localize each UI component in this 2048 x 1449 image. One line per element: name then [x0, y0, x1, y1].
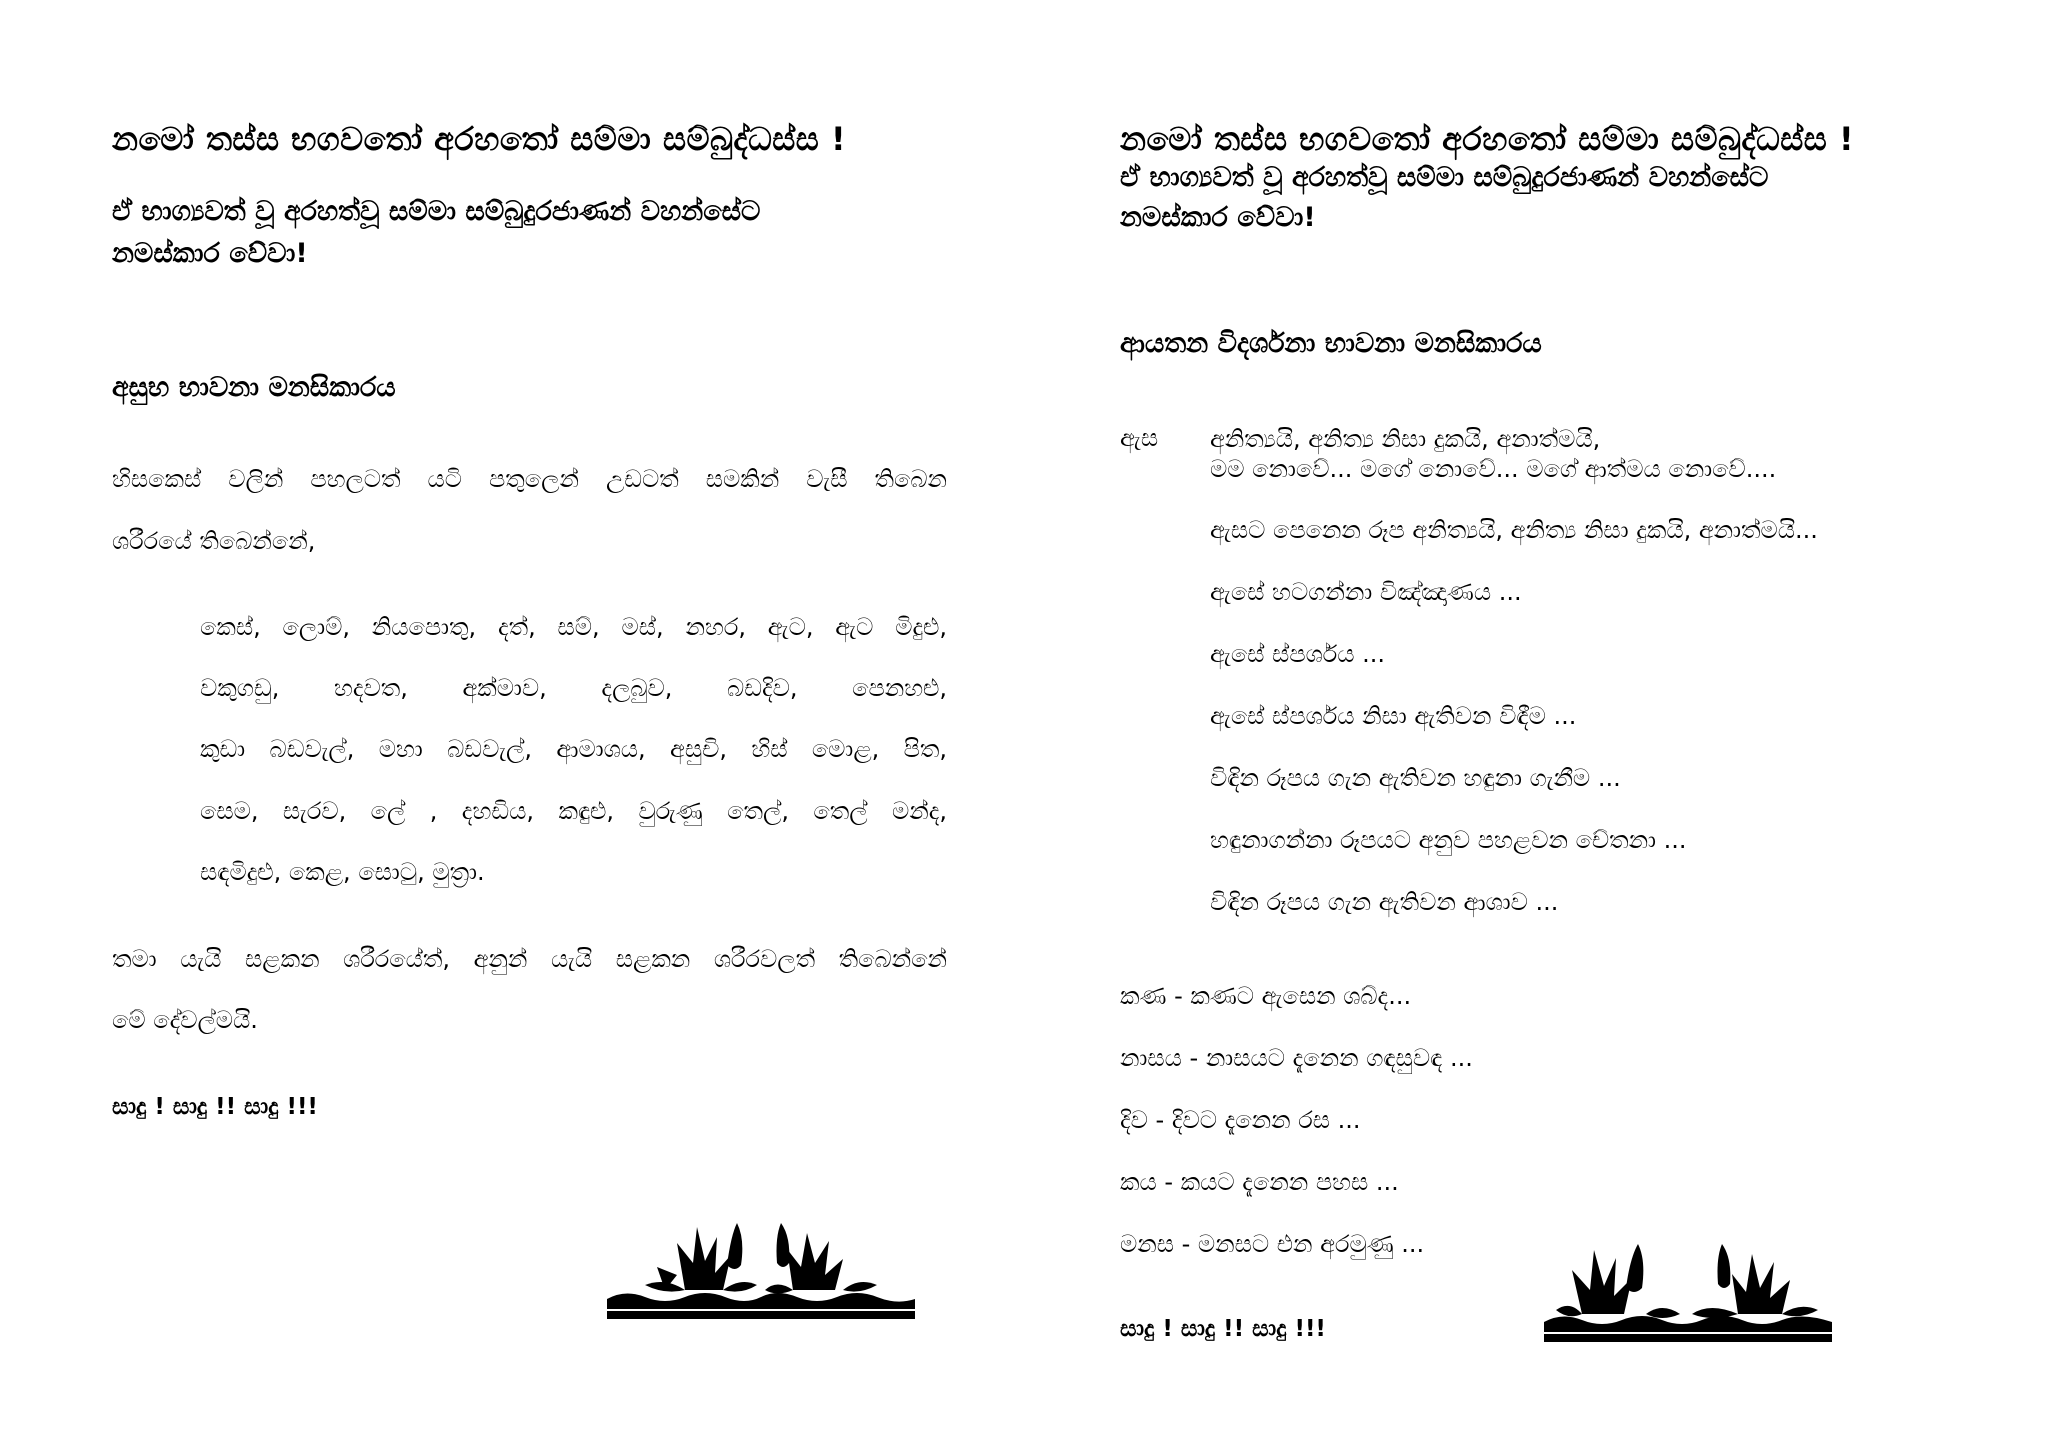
body-parts-line-1: කෙස්, ලොම්, නියපොතු, දත්, සම්, මස්, නහර, ඇට, ඇට මිදුළු,: [200, 613, 947, 641]
right-page-subtitle-line-2: නමස්කාර වේවා!: [1120, 202, 1316, 233]
right-page-title: නමෝ තස්ස භගවතෝ අරහතෝ සම්මා සම්බුද්ධස්ස !: [1120, 120, 1855, 158]
conclusion-line-1: තමා යැයි සළකන ශරීරයේත්, අනුන් යැයි සළකන ශරීරවලත් තිබෙන්නේ: [112, 945, 947, 973]
eye-line-9: විඳින රූපය ගැන ඇතිවන ආශාව ...: [1210, 888, 1559, 916]
intro-line-2: ශරීරයේ තිබෙන්නේ,: [112, 527, 316, 555]
eye-line-7: විඳින රූපය ගැන ඇතිවන හඳුනා ගැනීම ...: [1210, 764, 1621, 792]
left-page-section-heading: අසුභ භාවනා මනසිකාරය: [112, 372, 396, 403]
eye-line-8: හඳුනාගන්නා රූපයට අනුව පහළවන චේතනා ...: [1210, 826, 1687, 854]
sense-ear: කණ - කණට ඇසෙන ශබ්ද...: [1120, 982, 1412, 1010]
sense-tongue: දිව - දිවට දැනෙන රස ...: [1120, 1106, 1361, 1134]
body-parts-line-3: කුඩා බඩවැල්, මහා බඩවැල්, ආමාශය, අසුචි, හිස් මොළ, පිත,: [200, 735, 947, 763]
eye-line-6: ඇසේ ස්පර්ශය නිසා ඇතිවන විඳීම ...: [1210, 702, 1577, 730]
right-page: [1024, 0, 2048, 1449]
left-page-title: නමෝ තස්ස භගවතෝ අරහතෝ සම්මා සම්බුද්ධස්ස !: [112, 120, 847, 158]
eye-line-3: ඇසට පෙනෙන රූප අනිත්‍යයි, අනිත්‍ය නිසා දුකයි, අනාත්මයි...: [1210, 516, 1818, 544]
left-page-subtitle-line-2: නමස්කාර වේවා!: [112, 238, 308, 269]
right-page-subtitle-line-1: ඒ භාග්‍යවත් වූ අරහත්වූ සම්මා සම්බුදුරජාණන් වහන්සේට: [1120, 162, 1769, 193]
sense-mind: මනස - මනසට එන අරමුණු ...: [1120, 1230, 1425, 1258]
body-parts-line-4: සෙම, සැරව, ලේ , දහඩිය, කඳුළු, වුරුණු තෙල්, තෙල් මන්ද,: [200, 797, 947, 825]
conclusion-line-2: මේ දේවල්මයි.: [112, 1006, 258, 1034]
right-page-closing: සාදු ! සාදු !! සාදු !!!: [1120, 1316, 1326, 1342]
body-parts-line-5: සඳමිදුළු, කෙළ, සොටු, මුත්‍රා.: [200, 858, 485, 886]
right-page-section-heading: ආයතන විදර්ශනා භාවනා මනසිකාරය: [1120, 328, 1542, 359]
sense-nose: නාසය - නාසයට දැනෙන ගඳසුවඳ ...: [1120, 1044, 1473, 1072]
intro-line-1: හිසකෙස් වලින් පහලටත් යටි පතුලෙන් උඩටත් සමකින් වැසී තිබෙන: [112, 465, 947, 493]
body-parts-line-2: වකුගඩු, හදවත, අක්මාව, දලබුව, බඩදිව, පෙනහළු,: [200, 674, 947, 702]
left-page-subtitle-line-1: ඒ භාග්‍යවත් වූ අරහත්වූ සම්මා සම්බුදුරජාණන් වහන්සේට: [112, 196, 761, 227]
lotus-ornament-icon: [605, 1215, 917, 1323]
eye-line-4: ඇසේ හටගන්නා විඤ්ඤාණය ...: [1210, 578, 1522, 606]
lotus-ornament-icon: [1542, 1234, 1834, 1346]
left-page-closing: සාදු ! සාදු !! සාදු !!!: [112, 1094, 318, 1120]
sense-label-eye: ඇස: [1120, 424, 1159, 452]
eye-line-5: ඇසේ ස්පර්ශය ...: [1210, 640, 1385, 668]
eye-line-2: මම නොවේ... මගේ නොවේ... මගේ ආත්මය නොවේ....: [1210, 455, 1777, 483]
sense-body: කය - කයට දැනෙන පහස ...: [1120, 1168, 1399, 1196]
eye-line-1: අනිත්‍යයි, අනිත්‍ය නිසා දුකයි, අනාත්මයි,: [1210, 425, 1601, 453]
